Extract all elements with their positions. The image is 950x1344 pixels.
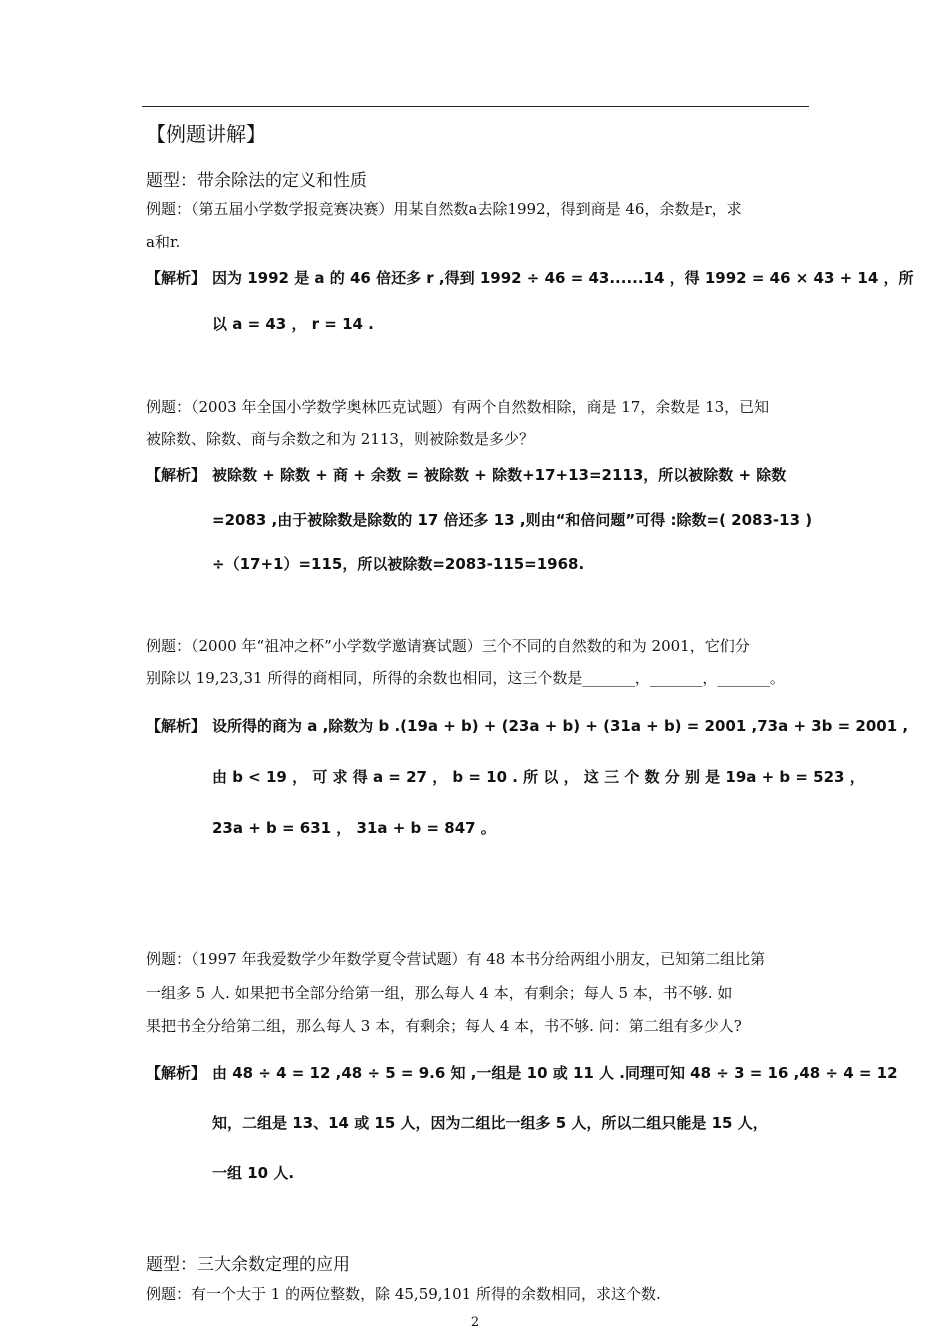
page-number: 2: [470, 1315, 480, 1330]
ex2-answer-line3: ÷（17+1）=115，所以被除数=2083-115=1968.: [212, 555, 585, 573]
ex1-answer-line2: 以 a = 43 ， r = 14 .: [212, 315, 374, 333]
ex4-answer-line3: 一组 10 人.: [212, 1164, 295, 1182]
ex4-question-line2: 一组多 5 人. 如果把书全部分给第一组，那么每人 4 本，有剩余；每人 5 本，书不够. 如: [146, 984, 733, 1002]
header-rule: [142, 106, 809, 107]
ex2-answer-line1: 被除数 + 除数 + 商 + 余数 = 被除数 + 除数+17+13=2113，所以被除数 + 除数: [212, 466, 787, 484]
ex2-answer-line2: =2083 ,由于被除数是除数的 17 倍还多 13 ,则由“和倍问题”可得 :除数=( 2083-13 ): [212, 511, 813, 529]
ex4-analysis-tag: 【解析】: [146, 1064, 207, 1082]
ex2-question-line1: 例题：（2003 年全国小学数学奥林匹克试题）有两个自然数相除，商是 17，余数是 13，已知: [146, 398, 770, 416]
ex3-question-line1: 例题：（2000 年“祖冲之杯”小学数学邀请赛试题）三个不同的自然数的和为 2001，它们分: [146, 637, 750, 655]
ex1-analysis-tag: 【解析】: [146, 269, 207, 287]
ex4-question-line1: 例题：（1997 年我爱数学少年数学夏令营试题）有 48 本书分给两组小朋友，已知第二组比第: [146, 950, 766, 968]
type-label-remainder-theorems: 题型：三大余数定理的应用: [146, 1255, 350, 1275]
ex1-answer-line1: 因为 1992 是 a 的 46 倍还多 r ,得到 1992 ÷ 46 = 43......14 ，得 1992 = 46 × 43 + 14 ，所: [212, 269, 914, 287]
ex5-question-line1: 例题：有一个大于 1 的两位整数，除 45,59,101 所得的余数相同，求这个数.: [146, 1285, 661, 1303]
type-label-remainder-division: 题型：带余除法的定义和性质: [146, 171, 367, 191]
ex4-answer-line2: 知，二组是 13、14 或 15 人，因为二组比一组多 5 人，所以二组只能是 15 人，: [212, 1114, 768, 1132]
ex3-analysis-tag: 【解析】: [146, 717, 207, 735]
ex4-question-line3: 果把书全分给第二组，那么每人 3 本，有剩余；每人 4 本，书不够. 问：第二组有多少人?: [146, 1017, 742, 1035]
ex1-question-line2: a和r.: [146, 233, 181, 251]
section-heading: 【例题讲解】: [146, 122, 266, 146]
ex2-analysis-tag: 【解析】: [146, 466, 207, 484]
ex2-question-line2: 被除数、除数、商与余数之和为 2113，则被除数是多少？: [146, 430, 534, 448]
ex3-answer-line3: 23a + b = 631 ， 31a + b = 847 。: [212, 819, 496, 837]
ex4-answer-line1: 由 48 ÷ 4 = 12 ,48 ÷ 5 = 9.6 知 ,一组是 10 或 11 人 .同理可知 48 ÷ 3 = 16 ,48 ÷ 4 = 12: [212, 1064, 898, 1082]
ex3-question-line2: 别除以 19,23,31 所得的商相同，所得的余数也相同，这三个数是_______，_______，_______。: [146, 669, 785, 687]
ex3-answer-line2: 由 b < 19 ， 可 求 得 a = 27 ， b = 10 . 所 以 ， 这 三 个 数 分 别 是 19a + b = 523 ，: [212, 768, 865, 786]
ex1-question-line1: 例题：（第五届小学数学报竞赛决赛）用某自然数a去除1992，得到商是 46，余数是r，求: [146, 200, 742, 218]
ex3-answer-line1: 设所得的商为 a ,除数为 b .(19a + b) + (23a + b) + (31a + b) = 2001 ,73a + 3b = 2001 ,: [212, 717, 909, 735]
